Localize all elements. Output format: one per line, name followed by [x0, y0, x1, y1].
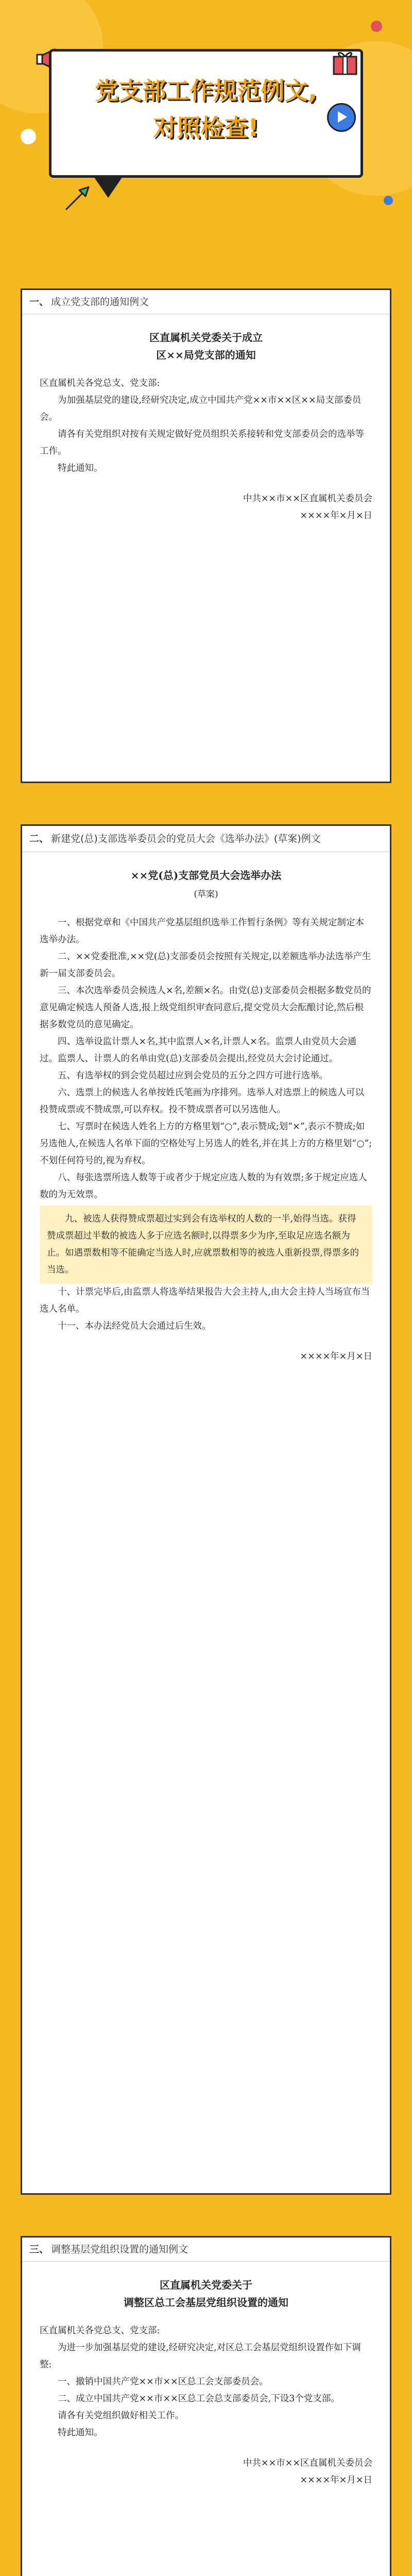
doc-subtitle: (草案)	[194, 889, 218, 900]
section-heading	[22, 290, 390, 314]
paragraph: 十一、本办法经党员大会通过后生效。	[58, 1321, 211, 1331]
paragraph: 十、计票完毕后,由监票人将选举结果报告大会主持人,由大会主持人当场宣布当选人名单。	[40, 1287, 370, 1314]
section-title: 调整基层党组织设置的通知例文	[51, 2244, 188, 2255]
doc-title-line: 调整区总工会基层党组织设置的通知	[124, 2296, 288, 2309]
section-heading	[22, 2238, 390, 2262]
paragraph: 九、被选人获得赞成票超过实到会有选举权的人数的一半,始得当选。获得赞成票超过半数的被选人多于应选名额时,以得票多少为序,至取足应选名额为止。如遇票数相等不能确定当选人时,应就票数相等的被选人重新投票,得票多的当选。	[47, 1214, 359, 1275]
paragraph: 区直属机关各党总支、党支部:	[40, 378, 160, 388]
paragraph: 二、××党委批准,××党(总)支部委员会按照有关规定,以差额选举办法选举产生新一届支部委员会。	[40, 952, 371, 979]
signature-date: ××××年×月×日	[300, 2475, 372, 2485]
hero-banner	[0, 0, 412, 242]
decor-dot	[371, 21, 382, 32]
paragraph: 二、成立中国共产党××市××区总工会总支部委员会,下设3个党支部。	[58, 2394, 340, 2404]
section-3	[21, 2236, 391, 2576]
section-number: 一、	[29, 296, 49, 308]
paragraph: 特此通知。	[58, 463, 103, 473]
document-body	[22, 2262, 390, 2499]
speech-bubble	[49, 49, 363, 178]
title-line-2: 对照检查!	[153, 114, 259, 142]
document-body	[22, 852, 390, 1376]
decor-dot	[384, 196, 393, 205]
paragraph: 特此通知。	[58, 2428, 103, 2438]
section-1	[21, 289, 391, 783]
signature-org: 中共××市××区直属机关委员会	[243, 2458, 372, 2468]
title-line-1: 党支部工作规范例文,	[95, 77, 317, 105]
document-body	[22, 314, 390, 535]
paragraph: 一、撤销中国共产党××市××区总工会支部委员会。	[58, 2377, 268, 2387]
doc-title-line: 区直属机关党委关于	[160, 2279, 252, 2291]
section-title: 成立党支部的通知例文	[51, 296, 149, 308]
section-2	[21, 824, 391, 2195]
section-heading	[22, 826, 390, 852]
doc-title	[40, 329, 372, 364]
paragraph: 为加强基层党的建设,经研究决定,成立中国共产党××市××区××局支部委员会。	[40, 395, 362, 422]
signature-org: 中共××市××区直属机关委员会	[243, 494, 372, 504]
paragraph: 请各有关党组织对按有关规定做好党员组织关系接转和党支部委员会的选举等工作。	[40, 429, 364, 456]
paragraph: 请各有关党组织做好相关工作。	[58, 2411, 184, 2421]
paragraph: 八、每张选票所选人数等于或者少于规定应选人数的为有效票;多于规定应选人数的为无效票。	[40, 1173, 367, 1200]
paragraph: 七、写票时在候选人姓名上方的方格里划“○”,表示赞成;划“×”,表示不赞成;如另选他人,在候选人名单下面的空格处写上另选人的姓名,并在其上方的方格里划“○”;不划任何符号的,视为弃权。	[40, 1122, 372, 1166]
signature-date: ××××年×月×日	[300, 1351, 372, 1362]
paragraph: 五、有选举权的到会党员超过应到会党员的五分之四方可进行选举。	[58, 1071, 328, 1081]
paragraph: 三、本次选举委员会候选人×名,差额×名。由党(总)支部委员会根据多数党员的意见确定候选人预备人选,报上级党组织审查同意后,提交党员大会酝酿讨论,然后根据多数党员的意见确定。	[40, 986, 371, 1030]
section-number: 三、	[29, 2244, 49, 2255]
doc-title-line: 区××局党支部的通知	[156, 349, 256, 361]
gift-icon	[330, 46, 360, 77]
paragraph: 四、选举设监计票人×名,其中监票人×名,计票人×名。监票人由党员大会通过。监票人、计票人的名单由党(总)支部委员会提出,经党员大会讨论通过。	[40, 1037, 357, 1064]
paragraph: 区直属机关各党总支、党支部:	[40, 2326, 160, 2336]
paragraph: 为进一步加强基层党的建设,经研究决定,对区总工会基层党组织设置作如下调整:	[40, 2343, 361, 2370]
arrow-icon	[62, 183, 93, 214]
paragraph: 六、选票上的候选人名单按姓氏笔画为序排列。选举人对选票上的候选人可以投赞成票或不赞成票,可以弃权。投不赞成票者可以另选他人。	[40, 1088, 364, 1115]
decor-dot	[21, 129, 36, 144]
doc-title: ××党(总)支部党员大会选举办法	[130, 869, 282, 882]
highlight-block	[40, 1206, 372, 1284]
section-number: 二、	[29, 833, 49, 844]
signature-date: ××××年×月×日	[300, 511, 372, 521]
play-icon[interactable]	[327, 103, 356, 132]
page-title	[67, 72, 345, 146]
paragraph: 一、根据党章和《中国共产党基层组织选举工作暂行条例》等有关规定制定本选举办法。	[40, 918, 364, 945]
section-title: 新建党(总)支部选举委员会的党员大会《选举办法》(草案)例文	[51, 833, 321, 844]
doc-title-line: 区直属机关党委关于成立	[149, 331, 263, 344]
doc-title	[40, 2276, 372, 2311]
